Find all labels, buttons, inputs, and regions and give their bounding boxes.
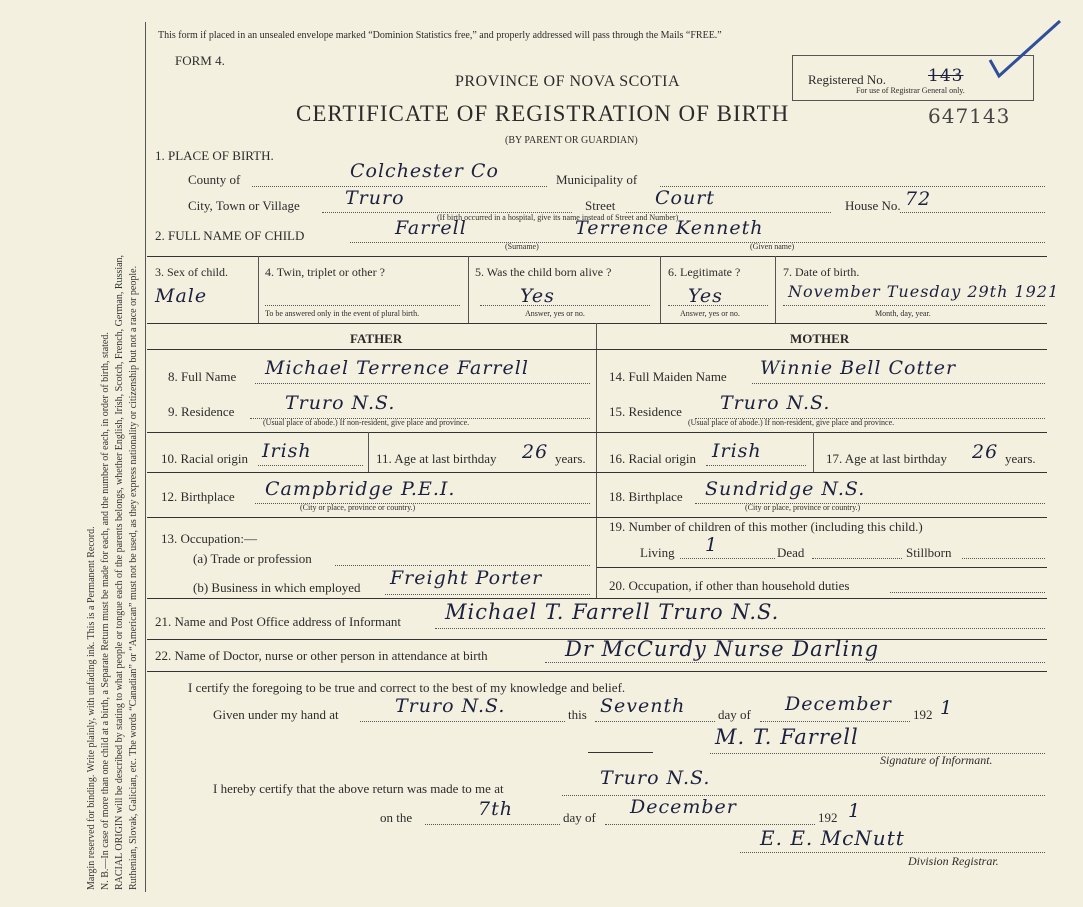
mother-birthplace-label: 18. Birthplace	[609, 489, 683, 504]
child-given-name: Terrence Kenneth	[575, 217, 764, 239]
informant-value: Michael T. Farrell Truro N.S.	[445, 600, 780, 624]
street-label: Street	[585, 198, 616, 213]
city-value: Truro	[345, 187, 405, 209]
certify-day-value: Seventh	[600, 695, 686, 717]
father-name-value: Michael Terrence Farrell	[265, 357, 529, 379]
father-residence-label: 9. Residence	[168, 404, 235, 419]
birth-date-note: Month, day, year.	[875, 309, 931, 318]
registrar-signature-label: Division Registrar.	[908, 854, 999, 868]
business-label: (b) Business in which employed	[193, 580, 361, 595]
twin-label: 4. Twin, triplet or other ?	[265, 265, 385, 279]
occupation-label: 13. Occupation:—	[161, 531, 258, 546]
hospital-note: (If birth occurred in a hospital, give its name instead of Street and Number)	[437, 213, 679, 222]
mother-birthplace-value: Sundridge N.S.	[705, 478, 866, 500]
certify-year-prefix: 192	[913, 707, 933, 722]
certify-day-of-label: day of	[718, 707, 751, 722]
living-value: 1	[705, 534, 719, 556]
business-value: Freight Porter	[390, 567, 543, 589]
father-birthplace-label: 12. Birthplace	[161, 489, 235, 504]
father-residence-value: Truro N.S.	[285, 392, 396, 414]
top-notice: This form if placed in an unsealed envelope marked “Dominion Statistics free,” and properly addressed will pass through the Mails “FREE.”	[158, 30, 722, 41]
given-place-value: Truro N.S.	[395, 695, 506, 717]
serial-number: 647143	[928, 104, 1011, 128]
house-value: 72	[905, 188, 932, 210]
sex-value: Male	[155, 285, 208, 307]
given-under-label: Given under my hand at	[213, 707, 339, 722]
legit-label: 6. Legitimate ?	[668, 265, 741, 279]
house-label: House No.	[845, 198, 901, 213]
city-label: City, Town or Village	[188, 198, 300, 213]
alive-label: 5. Was the child born alive ?	[475, 265, 612, 279]
certificate-title: CERTIFICATE OF REGISTRATION OF BIRTH	[296, 101, 790, 126]
margin-nb-note: N. B.—In case of more than one child at a birth, a Separate Return must be made for each, and the number of each, in order of birth, stated.	[100, 332, 111, 890]
mother-race-value: Irish	[712, 440, 762, 462]
registrar-year-prefix: 192	[818, 810, 838, 825]
informant-signature: M. T. Farrell	[715, 725, 859, 749]
mother-residence-value: Truro N.S.	[720, 392, 831, 414]
alive-note: Answer, yes or no.	[525, 309, 585, 318]
registered-value: 143	[928, 66, 964, 86]
dead-label: Dead	[777, 545, 805, 560]
father-race-value: Irish	[262, 440, 312, 462]
mother-residence-note: (Usual place of abode.) If non-resident, give place and province.	[688, 418, 895, 427]
doctor-label: 22. Name of Doctor, nurse or other person in attendance at birth	[155, 648, 488, 663]
registrar-place-value: Truro N.S.	[600, 767, 711, 789]
father-heading: FATHER	[350, 331, 403, 346]
street-value: Court	[655, 187, 715, 209]
registered-note: For use of Registrar General only.	[856, 86, 965, 95]
registrar-day-of-label: day of	[563, 810, 596, 825]
mother-age-label: 17. Age at last birthday	[826, 451, 947, 466]
father-race-label: 10. Racial origin	[161, 451, 249, 466]
informant-label: 21. Name and Post Office address of Informant	[155, 614, 401, 629]
form-number: FORM 4.	[175, 53, 225, 68]
father-age-label: 11. Age at last birthday	[376, 451, 497, 466]
living-label: Living	[640, 545, 675, 560]
mother-birthplace-note: (City or place, province or country.)	[745, 503, 861, 512]
place-heading: 1. PLACE OF BIRTH.	[155, 148, 274, 163]
registrar-year-value: 1	[848, 800, 862, 822]
mother-name-value: Winnie Bell Cotter	[760, 357, 957, 379]
certify-line: I certify the foregoing to be true and correct to the best of my knowledge and belief.	[188, 680, 626, 695]
mother-race-label: 16. Racial origin	[609, 451, 697, 466]
twin-note: To be answered only in the event of plural birth.	[265, 309, 420, 318]
father-residence-note: (Usual place of abode.) If non-resident, give place and province.	[263, 418, 470, 427]
child-name-label: 2. FULL NAME OF CHILD	[155, 228, 305, 243]
alive-value: Yes	[520, 285, 555, 307]
margin-racial-note-2: Ruthenian, Slovak, Galician, etc. The words “Canadian” or “American” must not be used, as they express nationality or citizenship but not a race or people.	[128, 265, 139, 890]
registrar-month-value: December	[630, 796, 737, 818]
father-birthplace-note: (City or place, province or country.)	[300, 503, 416, 512]
birth-date-label: 7. Date of birth.	[783, 265, 860, 279]
province-heading: PROVINCE OF NOVA SCOTIA	[455, 73, 681, 90]
trade-label: (a) Trade or profession	[193, 551, 312, 566]
certify-month-value: December	[785, 693, 892, 715]
legit-note: Answer, yes or no.	[680, 309, 740, 318]
county-label: County of	[188, 172, 241, 187]
father-years: years.	[555, 451, 586, 466]
registrar-day-value: 7th	[478, 798, 513, 820]
child-surname: Farrell	[395, 217, 467, 239]
registrar-signature: E. E. McNutt	[760, 826, 905, 850]
legit-value: Yes	[688, 285, 723, 307]
father-name-label: 8. Full Name	[168, 369, 237, 384]
surname-note: (Surname)	[505, 242, 539, 251]
checkmark-icon	[985, 18, 1065, 83]
margin-racial-note: RACIAL ORIGIN will be described by stating to what people or tongue each of the parents belongs, whether English, Irish, Scotch, French, German, Russian,	[114, 254, 125, 890]
certify-this-label: this	[568, 707, 587, 722]
certificate-subtitle: (BY PARENT OR GUARDIAN)	[505, 135, 638, 146]
stillborn-label: Stillborn	[906, 545, 952, 560]
doctor-value: Dr McCurdy Nurse Darling	[565, 637, 880, 661]
mother-heading: MOTHER	[790, 331, 850, 346]
given-note: (Given name)	[750, 242, 795, 251]
municipality-label: Municipality of	[556, 172, 638, 187]
margin-divider	[145, 22, 146, 892]
mother-age-value: 26	[972, 441, 999, 463]
county-value: Colchester Co	[350, 160, 499, 182]
informant-signature-label: Signature of Informant.	[880, 753, 993, 767]
birth-date-value: November Tuesday 29th 1921	[788, 282, 1060, 301]
mother-residence-label: 15. Residence	[609, 404, 682, 419]
mother-name-label: 14. Full Maiden Name	[609, 369, 727, 384]
registrar-on-label: on the	[380, 810, 413, 825]
margin-binding-note: Margin reserved for binding. Write plainly, with unfading ink. This is a Permanent Record.	[86, 526, 97, 890]
registered-label: Registered No.	[808, 72, 886, 87]
certify-year-value: 1	[940, 697, 954, 719]
children-label: 19. Number of children of this mother (including this child.)	[609, 519, 923, 534]
registrar-line: I hereby certify that the above return was made to me at	[213, 781, 504, 796]
father-birthplace-value: Campbridge P.E.I.	[265, 478, 456, 500]
mother-years: years.	[1005, 451, 1036, 466]
father-age-value: 26	[522, 441, 549, 463]
sex-label: 3. Sex of child.	[155, 265, 228, 279]
mother-occupation-label: 20. Occupation, if other than household duties	[609, 578, 850, 593]
